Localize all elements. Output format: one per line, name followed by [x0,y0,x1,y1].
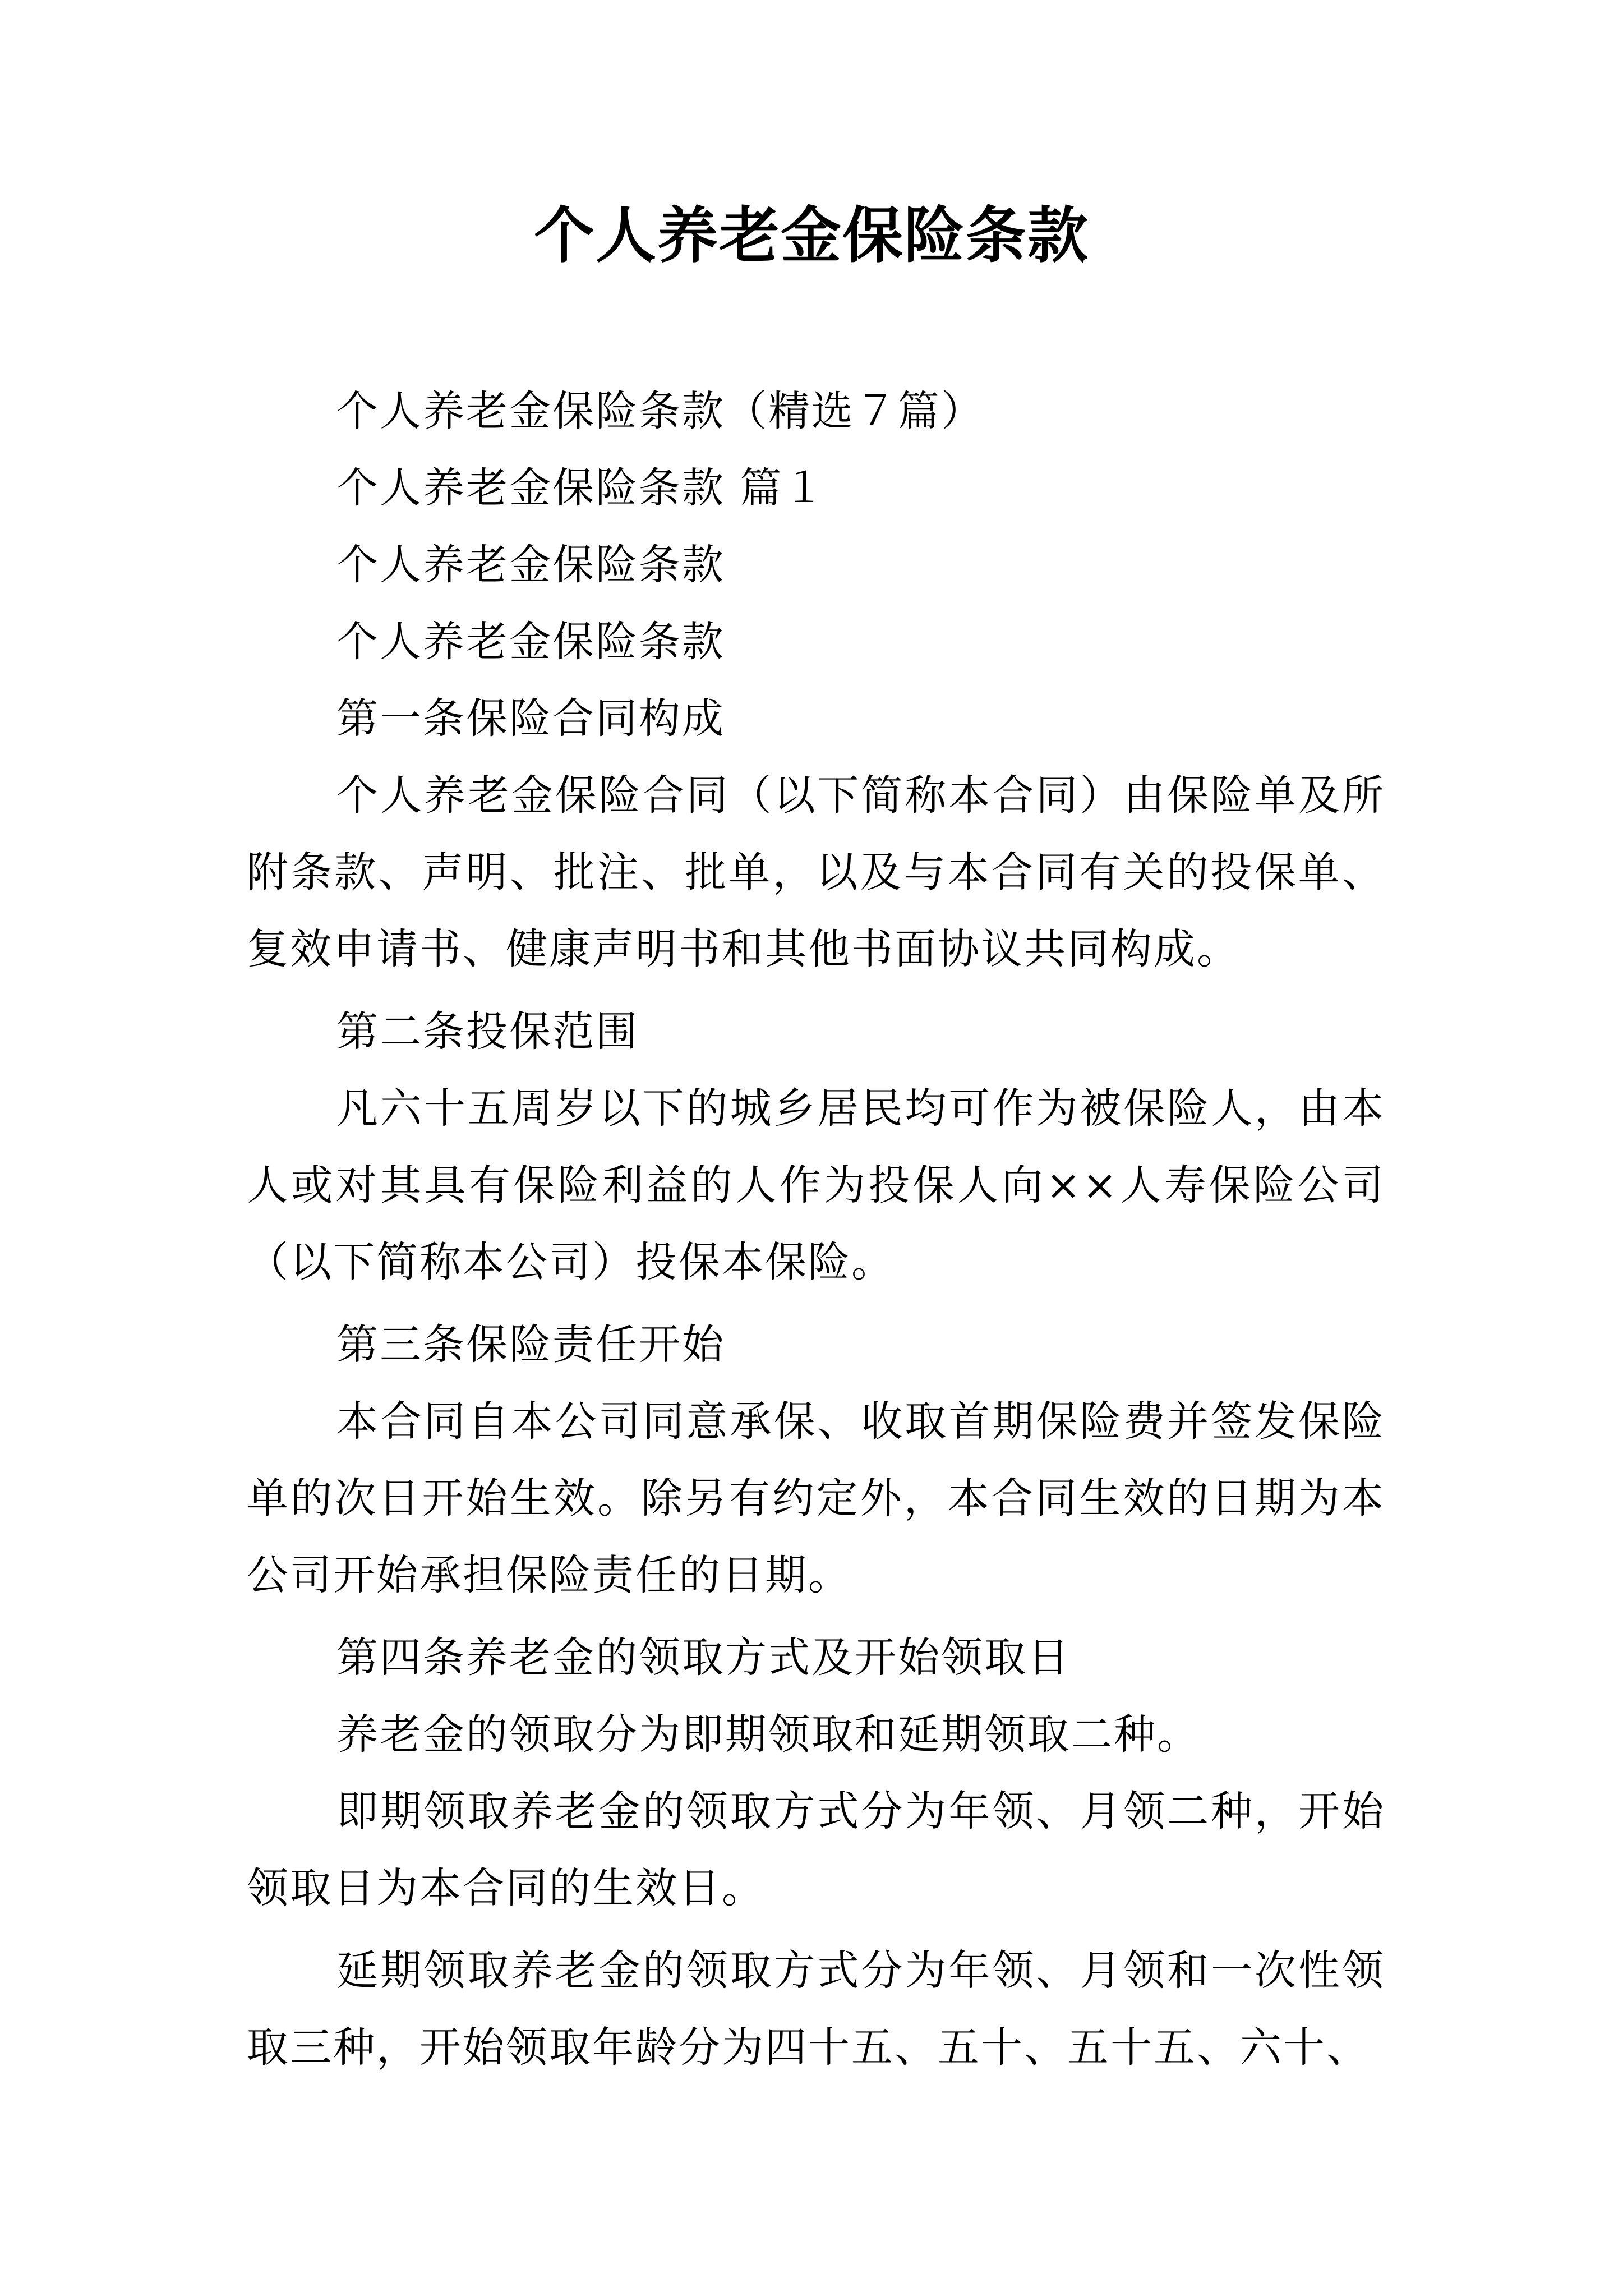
article-4-text-3: 延期领取养老金的领取方式分为年领、月领和一次性领取三种，开始领取年龄分为四十五、五十、五十五、六十、 [247,1947,1385,2072]
paragraph-heading: 个人养老金保险条款 [336,541,725,589]
article-3-text: 本合同自本公司同意承保、收取首期保险费并签发保险单的次日开始生效。除另有约定外，本合同生效的日期为本公司开始承担保险责任的日期。 [247,1397,1385,1599]
article-1-heading: 第一条保险合同构成 [336,694,725,743]
document-body [247,373,1385,2086]
paragraph-section-heading: 个人养老金保险条款 篇１ [336,464,827,512]
document-title: 个人养老金保险条款 [533,200,1089,271]
article-2-heading: 第二条投保范围 [336,1007,639,1056]
article-1-text: 个人养老金保险合同（以下简称本合同）由保险单及所附条款、声明、批注、批单，以及与本合同有关的投保单、复效申请书、健康声明书和其他书面协议共同构成。 [247,771,1385,973]
paragraph-subtitle: 个人养老金保险条款（精选７篇） [336,387,984,435]
paragraph-heading: 个人养老金保险条款 [336,618,725,666]
article-4-text-1: 养老金的领取分为即期领取和延期领取二种。 [336,1710,1200,1759]
article-4-heading: 第四条养老金的领取方式及开始领取日 [336,1634,1071,1682]
article-2-text: 凡六十五周岁以下的城乡居民均可作为被保险人，由本人或对其具有保险利益的人作为投保人向××人寿保险公司（以下简称本公司）投保本保险。 [247,1084,1385,1286]
article-3-heading: 第三条保险责任开始 [336,1320,725,1369]
article-4-text-2: 即期领取养老金的领取方式分为年领、月领二种，开始领取日为本合同的生效日。 [247,1787,1385,1912]
